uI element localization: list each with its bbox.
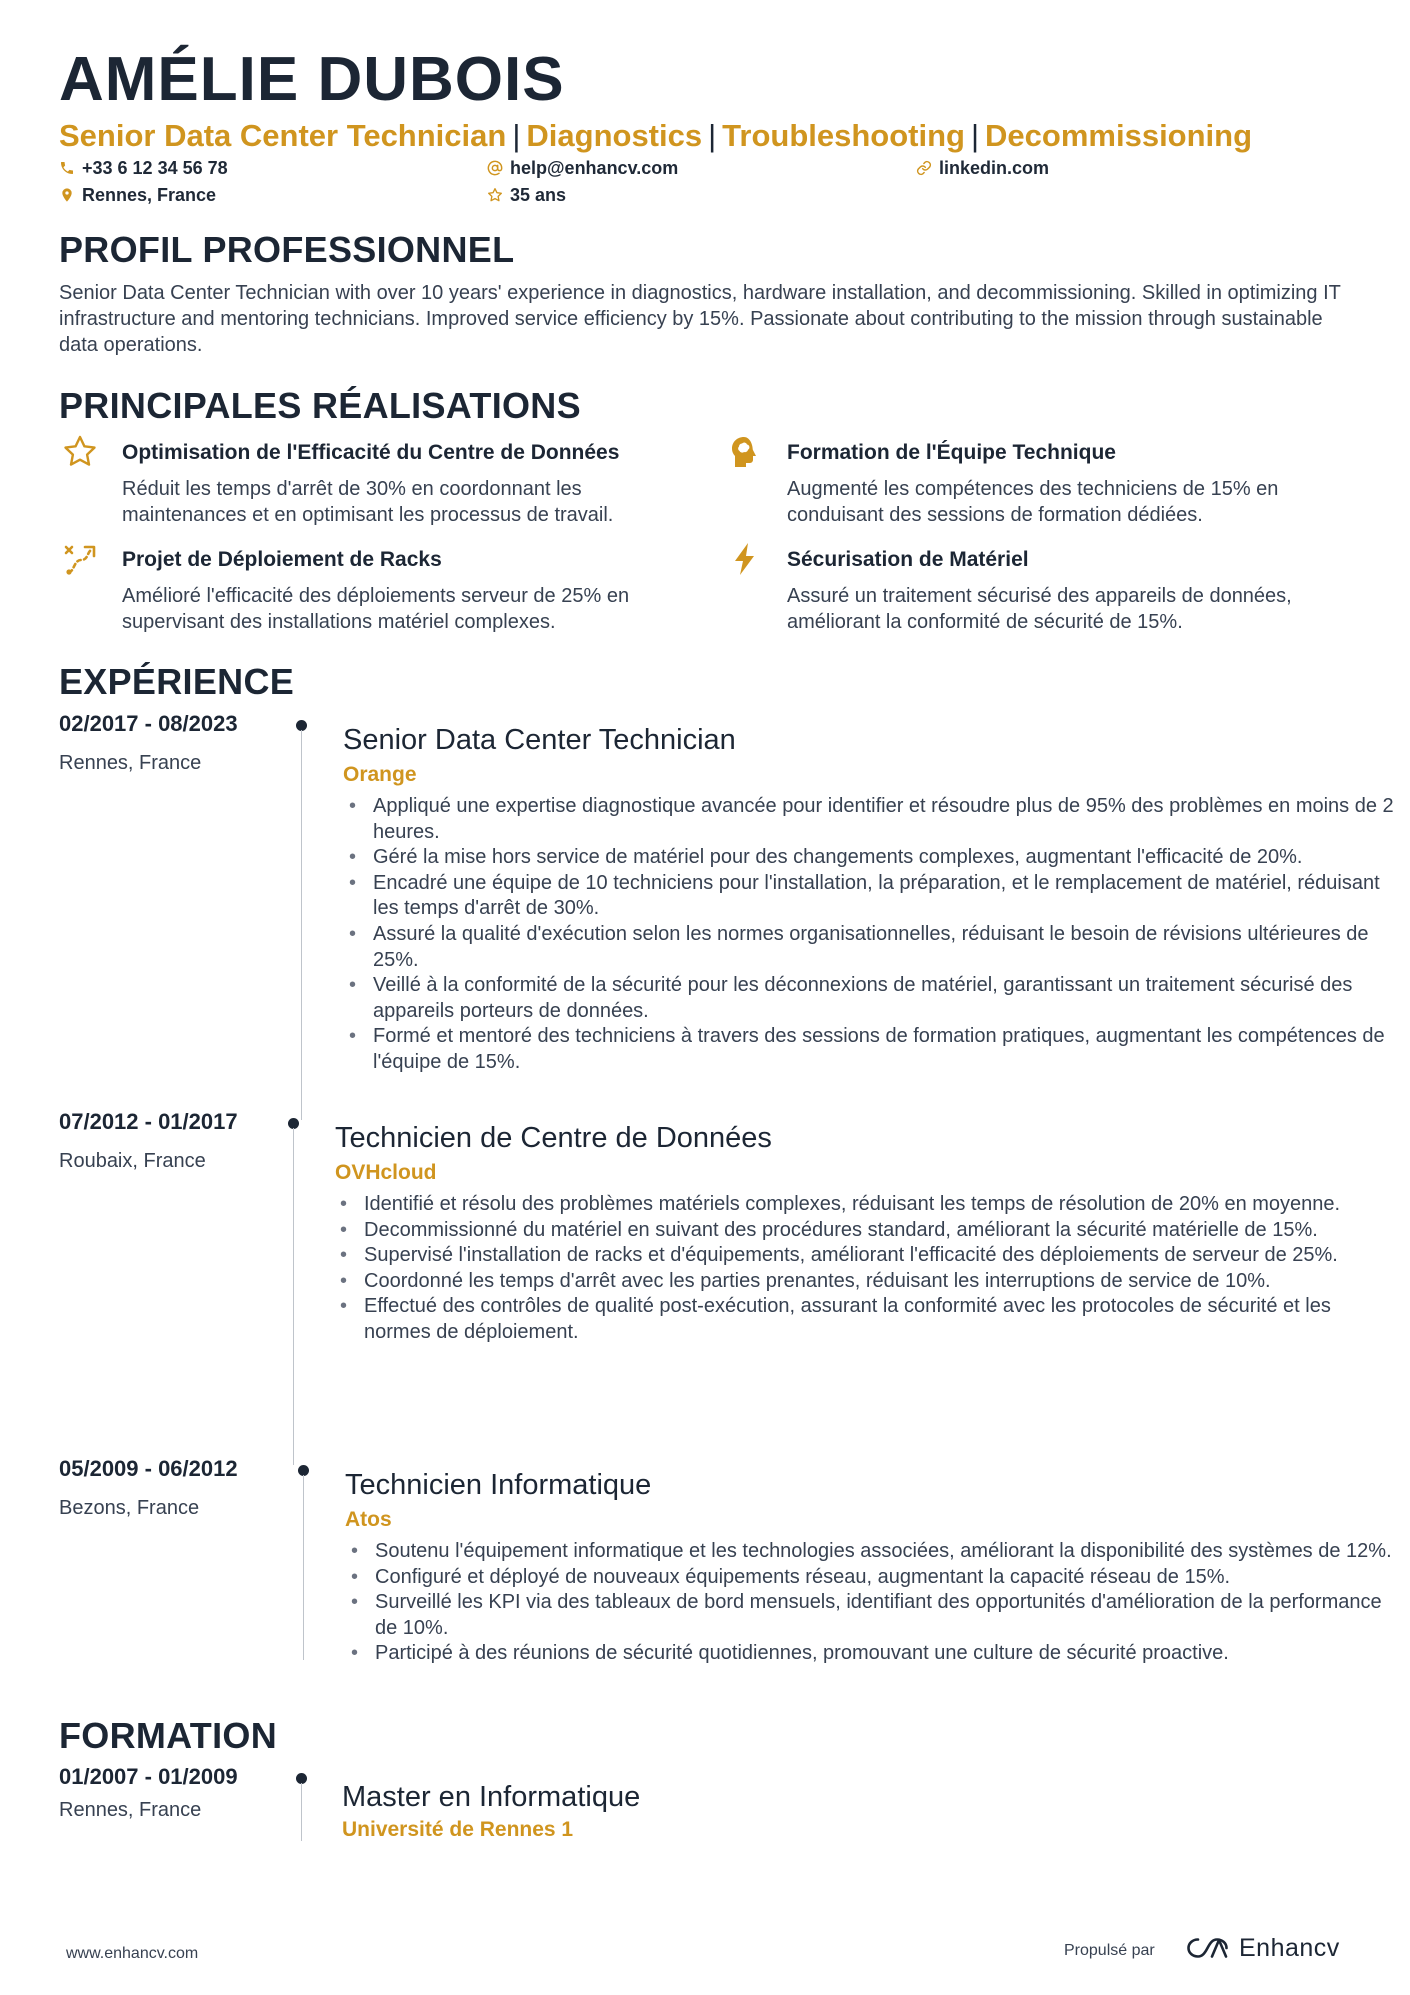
headline-separator: | [512,118,521,153]
list-item [336,1192,1396,1218]
list-item [347,1565,1407,1591]
list-item [336,1269,1396,1295]
education-dates: 01/2007 - 01/2009 [59,1764,238,1789]
education-school: Université de Rennes 1 [342,1818,574,1841]
footer-powered-by: Propulsé par [1064,1942,1155,1959]
timeline-line [293,1128,294,1465]
candidate-name: AMÉLIE DUBOIS [59,45,565,114]
enhancv-logo[interactable] [1185,1933,1340,1963]
enhancv-brand-text: Enhancv [1239,1934,1340,1962]
bullet-marker: • [349,922,357,945]
job-dates: 05/2009 - 06/2012 [59,1456,238,1481]
contact-email[interactable] [487,157,678,179]
bullet-marker: • [351,1540,359,1562]
headline-separator: | [708,118,717,153]
headline-item: Decommissioning [985,118,1253,153]
enhancv-logo-icon [1185,1935,1231,1961]
bullet-marker: • [351,1642,359,1665]
job-company: Atos [345,1508,392,1531]
list-item [347,1590,1407,1641]
bullet-marker: • [351,1565,359,1588]
bullet-text: Surveillé les KPI via des tableaux de bord mensuels, identifiant des opportunités d'amélioration de la performance de 10%. [375,1591,1382,1639]
bullet-text: Decommissionné du matériel en suivant des procédures standard, améliorant la sécurité matérielle de 15%. [364,1218,1318,1241]
education-section-title: FORMATION [59,1715,277,1756]
location-pin-icon [59,187,75,203]
headline-separator: | [970,118,980,153]
bullet-marker: • [349,846,357,869]
list-item [336,1294,1396,1345]
bullet-text: Assuré la qualité d'exécution selon les normes organisationnelles, réduisant le besoin de révisions ultérieures de 25%. [373,922,1369,971]
job-dates: 02/2017 - 08/2023 [59,711,238,736]
age-text: 35 ans [510,185,567,205]
profile-section-title: PROFIL PROFESSIONNEL [59,229,515,270]
timeline-line [301,730,302,1120]
bullet-text: Supervisé l'installation de racks et d'équipements, améliorant l'efficacité des déploiements de serveur de 25%. [364,1244,1338,1267]
email-text: help@enhancv.com [510,158,679,178]
bullet-text: Formé et mentoré des techniciens à travers des sessions de formation pratiques, augmentant les compétences de l'équipe de 15%. [373,1025,1385,1073]
head-brain-icon [727,434,763,470]
bullet-text: Veillé à la conformité de la sécurité pour les déconnexions de matériel, garantissant un traitement sécurisé des appareils porteurs de données. [373,974,1353,1022]
achievement-desc: Réduit les temps d'arrêt de 30% en coordonnant les maintenances et en optimisant les processus de travail. [122,478,614,526]
education-degree: Master en Informatique [342,1781,641,1813]
job-bullets [345,794,1405,1076]
list-item [336,1218,1396,1244]
bullet-text: Effectué des contrôles de qualité post-exécution, assurant la conformité avec les protocoles de sécurité et les normes de déploiement. [364,1295,1331,1343]
bullet-marker: • [340,1295,348,1318]
bullet-text: Géré la mise hors service de matériel pour des changements complexes, augmentant l'efficacité de 20%. [373,846,1303,869]
list-item [345,922,1405,973]
profile-summary: Senior Data Center Technician with over 10 years' experience in diagnostics, hardware installation, and decommissioning. Skilled in optimizing IT infrastructure and mentoring technicians. Improved service efficiency by 15%. Passionate about contributing to the mission through sustainable data operations. [59,282,1341,356]
achievement-desc: Amélioré l'efficacité des déploiements serveur de 25% en supervisant des installations matériel complexes. [122,585,630,633]
job-location: Roubaix, France [59,1150,206,1172]
bullet-text: Identifié et résolu des problèmes matériels complexes, réduisant les temps de résolution de 20% en moyenne. [364,1193,1341,1215]
headline-item: Diagnostics [526,118,703,153]
list-item [347,1539,1407,1565]
bullet-marker: • [349,795,357,817]
headline-item: Troubleshooting [722,118,965,153]
list-item [345,1024,1405,1075]
footer-url[interactable]: www.enhancv.com [66,1945,199,1962]
job-bullets [336,1192,1396,1346]
bullet-text: Soutenu l'équipement informatique et les technologies associées, améliorant la disponibilité des systèmes de 12%. [375,1540,1392,1562]
headline [59,116,1252,156]
achievement-desc: Assuré un traitement sécurisé des appareils de données, améliorant la conformité de sécurité de 15%. [787,585,1292,633]
job-company: OVHcloud [335,1161,437,1184]
achievement-title: Sécurisation de Matériel [787,548,1029,571]
contact-phone[interactable] [59,157,228,179]
achievements-section-title: PRINCIPALES RÉALISATIONS [59,385,581,426]
phone-icon [59,160,75,176]
bullet-marker: • [340,1244,348,1267]
list-item [345,871,1405,922]
contact-linkedin[interactable] [916,157,1049,179]
linkedin-text: linkedin.com [939,158,1050,178]
bullet-text: Encadré une équipe de 10 techniciens pour l'installation, la préparation, et le remplacement de matériel, réduisant les temps d'arrêt de 30%. [373,871,1380,920]
job-company: Orange [343,763,417,786]
star-outline-icon [487,187,503,203]
list-item [345,794,1405,845]
bullet-text: Participé à des réunions de sécurité quotidiennes, promouvant une culture de sécurité proactive. [375,1642,1229,1665]
contact-location [59,184,216,206]
job-bullets [347,1539,1407,1667]
achievement-title: Optimisation de l'Efficacité du Centre de Données [122,441,620,464]
bullet-text: Configuré et déployé de nouveaux équipements réseau, augmentant la capacité réseau de 15%. [375,1565,1231,1588]
achievement-title: Projet de Déploiement de Racks [122,548,442,571]
list-item [336,1243,1396,1269]
experience-section-title: EXPÉRIENCE [59,661,295,702]
lightning-icon [727,541,763,577]
job-role: Technicien Informatique [345,1469,652,1501]
bullet-text: Appliqué une expertise diagnostique avancée pour identifier et résoudre plus de 95% des problèmes en moins de 2 heures. [373,795,1394,843]
list-item [345,973,1405,1024]
achievement-title: Formation de l'Équipe Technique [787,441,1116,464]
job-location: Rennes, France [59,752,202,774]
bullet-marker: • [340,1193,348,1215]
headline-item: Senior Data Center Technician [59,118,507,153]
bullet-text: Coordonné les temps d'arrêt avec les parties prenantes, réduisant les interruptions de service de 10%. [364,1269,1271,1292]
bullet-marker: • [349,1025,357,1048]
job-role: Technicien de Centre de Données [335,1122,772,1154]
bullet-marker: • [349,974,357,997]
location-text: Rennes, France [82,185,217,205]
bullet-marker: • [351,1591,359,1614]
job-location: Bezons, France [59,1497,200,1519]
at-sign-icon [487,160,503,176]
education-location: Rennes, France [59,1799,202,1821]
job-role: Senior Data Center Technician [343,724,736,756]
star-icon [62,434,98,470]
link-icon [916,160,932,176]
timeline-line [303,1475,304,1660]
list-item [347,1641,1407,1667]
bullet-marker: • [340,1218,348,1241]
list-item [345,845,1405,871]
route-arrow-icon [62,541,98,577]
job-dates: 07/2012 - 01/2017 [59,1109,238,1134]
achievement-desc: Augmenté les compétences des techniciens de 15% en conduisant des sessions de formation dédiées. [787,478,1279,526]
bullet-marker: • [349,871,357,894]
contact-age [487,184,566,206]
phone-text: +33 6 12 34 56 78 [82,158,228,178]
timeline-line [301,1783,302,1841]
bullet-marker: • [340,1269,348,1292]
